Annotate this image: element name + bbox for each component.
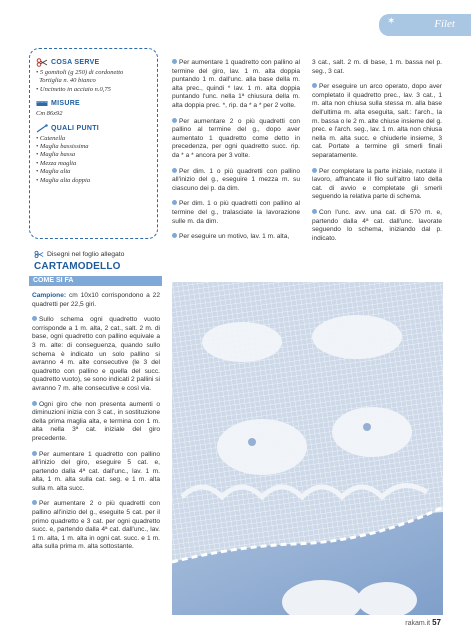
- cosa-serve-list: • 5 gomitoli (g 250) di cordonetto Tortiglia n. 40 bianco • Uncinetto in acciaio n.0,75: [36, 69, 124, 93]
- tape-measure-icon: [36, 99, 48, 108]
- pattern-note-text: Disegni nel foglio allegato: [47, 251, 125, 258]
- materials-box: [29, 48, 158, 239]
- column-3: [312, 59, 442, 250]
- paragraph: Ogni giro che non presenta aumenti o diminuzioni inizia con 3 cat., in sostituzione della prima maglia alta, e termina con 1 m. alta nella 3ª cat. iniziale del giro precedente.: [32, 400, 160, 442]
- star-icon: ✶: [387, 16, 396, 27]
- scissors-icon: [34, 250, 44, 259]
- paragraph: 3 cat., salt. 2 m. di base, 1 m. bassa nel p. seg., 3 cat.: [312, 59, 442, 75]
- crochet-photo: [172, 282, 443, 615]
- site-name: rakam.it: [405, 620, 431, 627]
- needle-icon: [36, 124, 48, 133]
- section-banner: [379, 14, 471, 36]
- bullet-icon: [172, 118, 177, 123]
- section-title: Filet: [434, 18, 455, 30]
- paragraph: Per aumentare 2 o più quadretti con pallino all'inizio del g., eseguite 5 cat. per il primo quadretto e 3 cat. per ogni quadretto succ. e, partendo dalla 4ª cat. dall'unc., lav. 1 m. alta, 1 m. alta in ogni cat. succ. e 1 m. alta sulla prima m. alta sottostante.: [32, 500, 160, 551]
- pattern-note: [34, 250, 158, 272]
- bullet-icon: [172, 168, 177, 173]
- bullet-icon: [172, 233, 177, 238]
- quali-punti-list: • Catenella • Maglia bassissima • Maglia bassa • Mezza maglia • Maglia alta • Maglia alta doppia: [36, 134, 91, 184]
- bullet-icon: [172, 59, 177, 64]
- paragraph: Per aumentare 1 quadretto con pallino all'inizio del giro, eseguire 5 cat. e, partendo dalla 4ª cat. dall'unc., lav. 1 m. alta, 1 m. alta sulla cat. seg. e 1 m. alta sulla m. alta succ.: [32, 450, 160, 492]
- paragraph: Campione: cm 10x10 corrispondono a 22 quadretti per 22,5 giri.: [32, 292, 160, 308]
- paragraph: Per aumentare 2 o più quadretti con pallino al termine del g., dopo aver aumentato 1 quadretto come detto in precedenza, per ogni quadretto succ. rip. da * a * ancora per 3 volte.: [172, 117, 300, 159]
- cartamodello-label: CARTAMODELLO: [34, 261, 121, 272]
- column-2: [172, 59, 300, 249]
- misure-heading: MISURE: [36, 99, 151, 108]
- bullet-icon: [312, 168, 317, 173]
- paragraph: Con l'unc. avv. una cat. di 570 m. e, partendo dalla 4ª cat. dall'unc. lavorate seguendo lo schema, iniziando dal p. indicato.: [312, 208, 442, 242]
- page-footer: [405, 618, 441, 627]
- scissors-icon: [36, 58, 48, 67]
- filet-lace-illustration: [172, 282, 443, 615]
- bullet-icon: [172, 200, 177, 205]
- quali-punti-heading: QUALI PUNTI: [36, 124, 151, 133]
- bullet-icon: [32, 500, 37, 505]
- page-number: 57: [432, 618, 441, 627]
- bullet-icon: [32, 401, 37, 406]
- paragraph: Per eseguire un motivo, lav. 1 m. alta,: [172, 233, 300, 242]
- bullet-icon: [32, 316, 37, 321]
- bullet-icon: [312, 209, 317, 214]
- paragraph: Per dim. 1 o più quadretti con pallino all'inizio del g., eseguire 1 mezza m. su ciascuno dei p. da dim.: [172, 167, 300, 192]
- paragraph: Per completare la parte iniziale, ruotate il lavoro, affrancate il filo sull'altro lato della cat. di avvio e completate gli smerli seguendo la relativa parte di schema.: [312, 167, 442, 201]
- bullet-icon: [32, 451, 37, 456]
- paragraph: Sullo schema ogni quadretto vuoto corrisponde a 1 m. alta, 2 cat., salt. 2 m. di base, ogni quadretto con pallino equivale a 3 m. alte: di conseguenza, quando sullo schema è indicato un solo pallino si avranno 4 m. alte consecutive (le 3 del quadretto con pallino e quella del succ. quadretto vuoto), se sono indicati 2 pallini si avranno 7 m. alte consecutive e così via.: [32, 316, 160, 392]
- misure-list: Cm 86x92: [36, 110, 63, 118]
- paragraph: Per eseguire un arco operato, dopo aver completato il quadretto prec., lav. 3 cat., 1 m. alta non chiusa sulla stessa m. alla base dell'ultima m. alta eseguita, salt.: l'arch., la m. bassa o le 2 m. alte chiuse insieme del g. prec. e l'arch. seg., lav. 1 m. alta non chiusa nella m. alta succ. e chiuderle insieme, 3 cat. Portate a termine gli smerli finali separatamente.: [312, 83, 442, 159]
- cosa-serve-heading: COSA SERVE: [36, 58, 151, 67]
- column-1: [32, 292, 160, 559]
- come-si-fa-heading: COME SI FA: [29, 276, 162, 286]
- paragraph: Per dim. 1 o più quadretti con pallino al termine del g., tralasciate la lavorazione sulle m. da dim.: [172, 200, 300, 225]
- bullet-icon: [312, 83, 317, 88]
- paragraph: Per aumentare 1 quadretto con pallino al termine del giro, lav. 1 m. alta doppia puntando 1 m. dall'unc. alla base della m. alta prec., quindi * lav. 1 m. alta doppia puntando l'unc. nella 1ª chiusura della m. alta doppia prec. *, rip. da * a * per 2 volte.: [172, 59, 300, 109]
